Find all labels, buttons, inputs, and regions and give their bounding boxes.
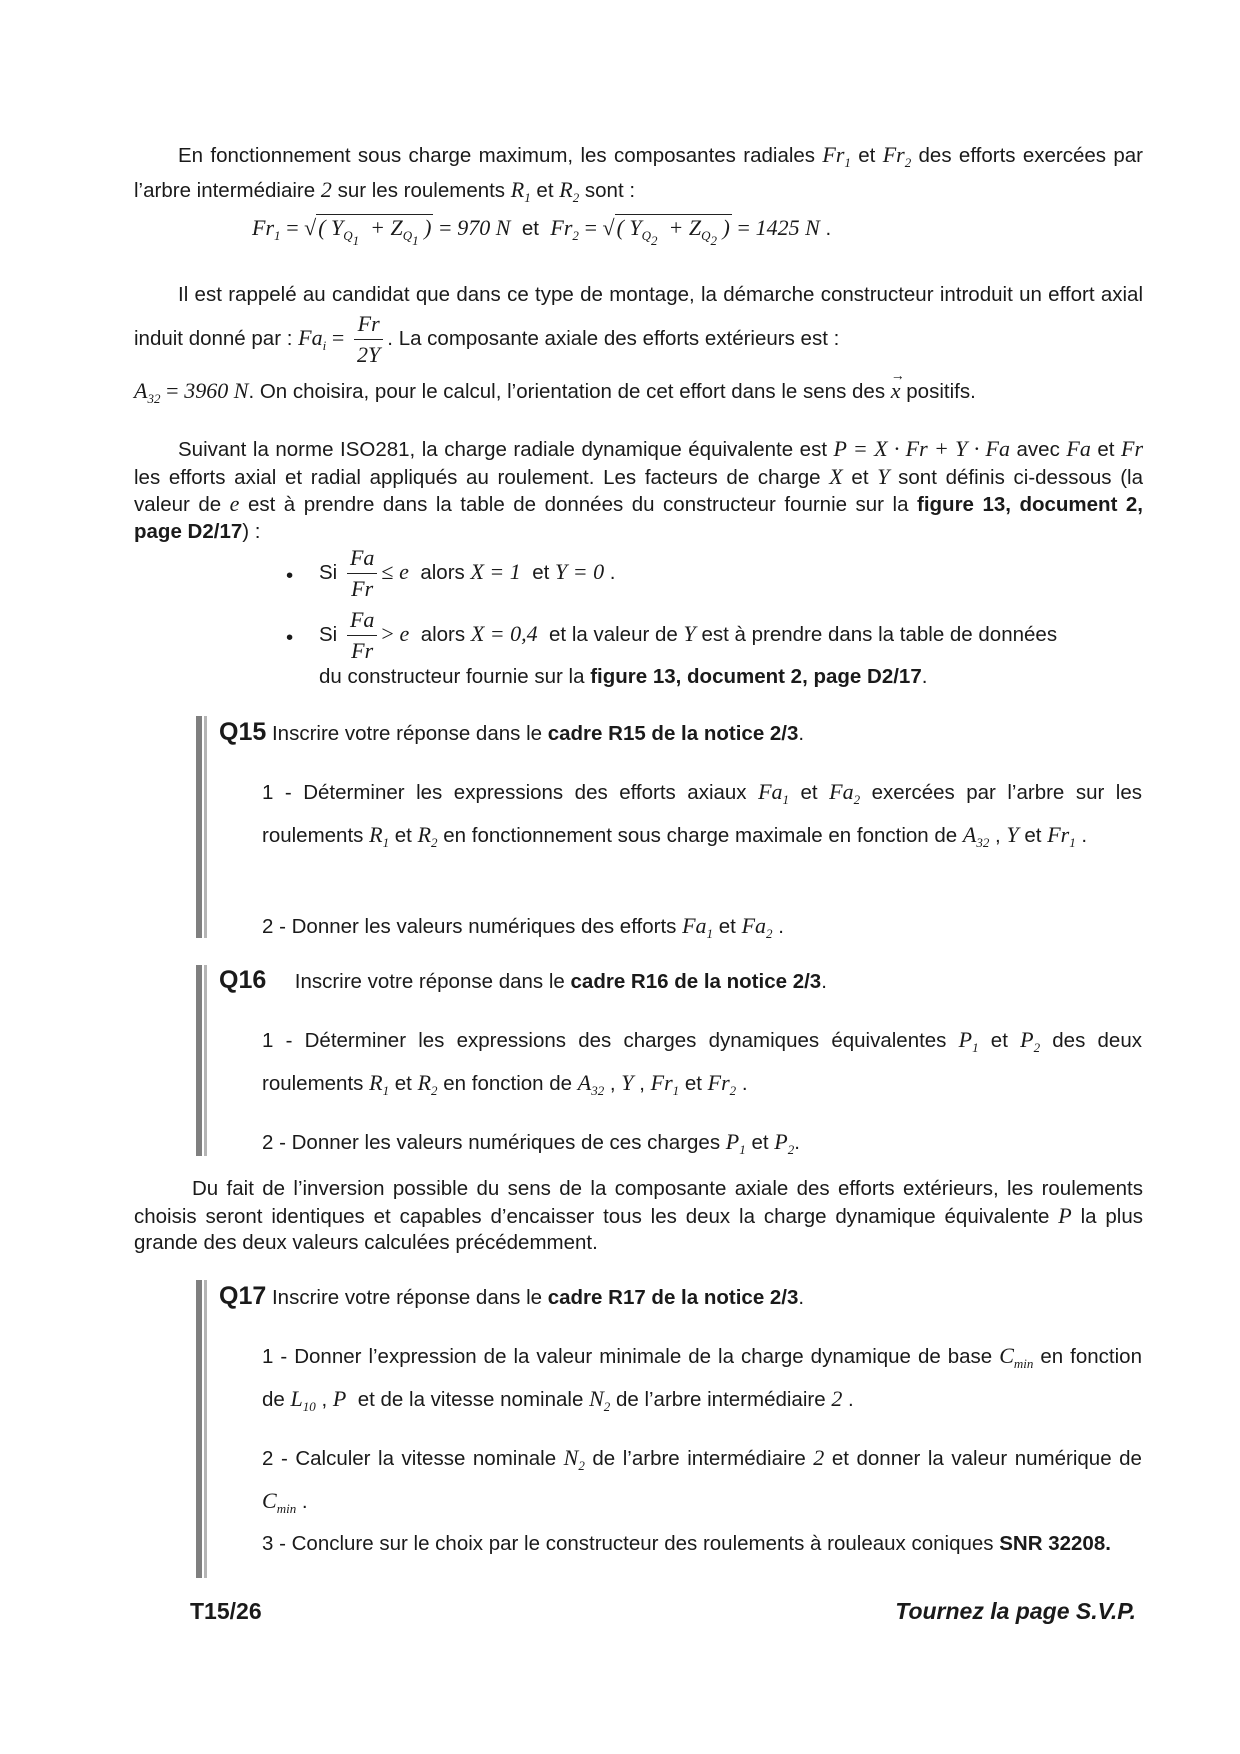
fraction-fr-2y: $\frac{Fr}{2Y}$ (354, 309, 383, 370)
q15-heading: Q15 Inscrire votre réponse dans le cadre R15 de la notice 2/3. (219, 718, 805, 746)
bullet-dot: • (286, 626, 294, 649)
paragraph-iso281: Suivant la norme ISO281, la charge radiale dynamique équivalente est P = X · Fr + Y · Fa avec Fa et Fr les efforts axial et radial appliqués au roulement. Les facteurs de charge X et Y sont définis ci-dessous (la valeur de e est à prendre dans la table de données du constructeur fournie sur la figure 13, document 2, page D2/17) : (134, 436, 1144, 543)
bullet-condition-1: Si $\frac{Fa}{Fr}$ ≤ e alors X = 1 et Y = 0 . (319, 545, 616, 601)
page-number: T15/26 (190, 1598, 262, 1624)
q17-item-3: 3 - Conclure sur le choix par le constructeur des roulements à rouleaux coniques SNR 32208. (262, 1532, 1111, 1555)
equation-fr: $Fr_1$ = √( $Y_{Q_1} + Z_{Q_1}$ ) = 970 N et $Fr_2$ = √( $Y_{Q_2} + Z_{Q_2}$ ) = 1425 N . (252, 215, 832, 248)
q16-item-1: 1 - Déterminer les expressions des charges dynamiques équivalentes $P_1$ et $P_2$ des deux roulements $R_1$ et $R_2$ en fonction de $A_{32}$ , Y , $Fr_1$ et $Fr_2$ . (262, 1027, 1142, 1098)
paragraph-induced-axial: Il est rappelé au candidat que dans ce type de montage, la démarche constructeur introduit un effort axial induit donné par : $Fa_i$ = $\frac{Fr}{2Y}$ . La composante axiale des efforts extérieurs est : (134, 280, 1143, 370)
q16-heading: Q16 Inscrire votre réponse dans le cadre R16 de la notice 2/3. (219, 966, 827, 994)
fr1-value: 970 N (457, 215, 511, 240)
paragraph-a32: $A_{32} = 3960$ N. On choisira, pour le calcul, l’orientation de cet effort dans le sens des x → positifs. (134, 369, 976, 406)
bullet-condition-2-cont: du constructeur fournie sur la figure 13, document 2, page D2/17. (319, 665, 928, 688)
q15-item-2: 2 - Donner les valeurs numériques des efforts $Fa_1$ et $Fa_2$ . (262, 913, 784, 941)
question-bar (196, 965, 202, 1156)
bullet-condition-2: Si $\frac{Fa}{Fr}$ > e alors X = 0,4 et la valeur de Y est à prendre dans la table de données (319, 607, 1058, 663)
bearing-reference: SNR 32208. (999, 1532, 1111, 1555)
q17-item-2: 2 - Calculer la vitesse nominale $N_2$ de l’arbre intermédiaire 2 et donner la valeur numérique de $C_{min}$ . (262, 1445, 1142, 1516)
question-bar (196, 1280, 202, 1578)
figure-reference: figure 13, document 2, page D2/17 (134, 493, 1144, 543)
q17-item-1: 1 - Donner l’expression de la valeur minimale de la charge dynamique de base $C_{min}$ en fonction de $L_{10}$ , P et de la vitesse nominale $N_2$ de l’arbre intermédiaire 2 . (262, 1343, 1142, 1414)
bullet-dot: • (286, 564, 294, 587)
a32-value: 3960 N (184, 378, 249, 403)
q17-heading: Q17 Inscrire votre réponse dans le cadre R17 de la notice 2/3. (219, 1282, 805, 1310)
fr2-value: 1425 N (755, 215, 820, 240)
paragraph-radial-loads: En fonctionnement sous charge maximum, les composantes radiales $Fr_1$ et $Fr_2$ des efforts exercées par l’arbre intermédiaire 2 sur les roulements $R_1$ et $R_2$ sont : (134, 142, 1143, 205)
paragraph-inversion: Du fait de l’inversion possible du sens de la composante axiale des efforts extérieurs, les roulements choisis seront identiques et capables d’encaisser tous les deux la charge dynamique équivalente P la plus grande des deux valeurs calculées précédemment. (134, 1177, 1143, 1254)
turn-page-note: Tournez la page S.V.P. (895, 1598, 1136, 1624)
q16-item-2: 2 - Donner les valeurs numériques de ces charges $P_1$ et $P_2$. (262, 1129, 800, 1157)
q15-item-1: 1 - Déterminer les expressions des efforts axiaux $Fa_1$ et $Fa_2$ exercées par l’arbre sur les roulements $R_1$ et $R_2$ en fonctionnement sous charge maximale en fonction de $A_{32}$ , Y et $Fr_1$ . (262, 779, 1143, 850)
question-bar (196, 716, 202, 938)
